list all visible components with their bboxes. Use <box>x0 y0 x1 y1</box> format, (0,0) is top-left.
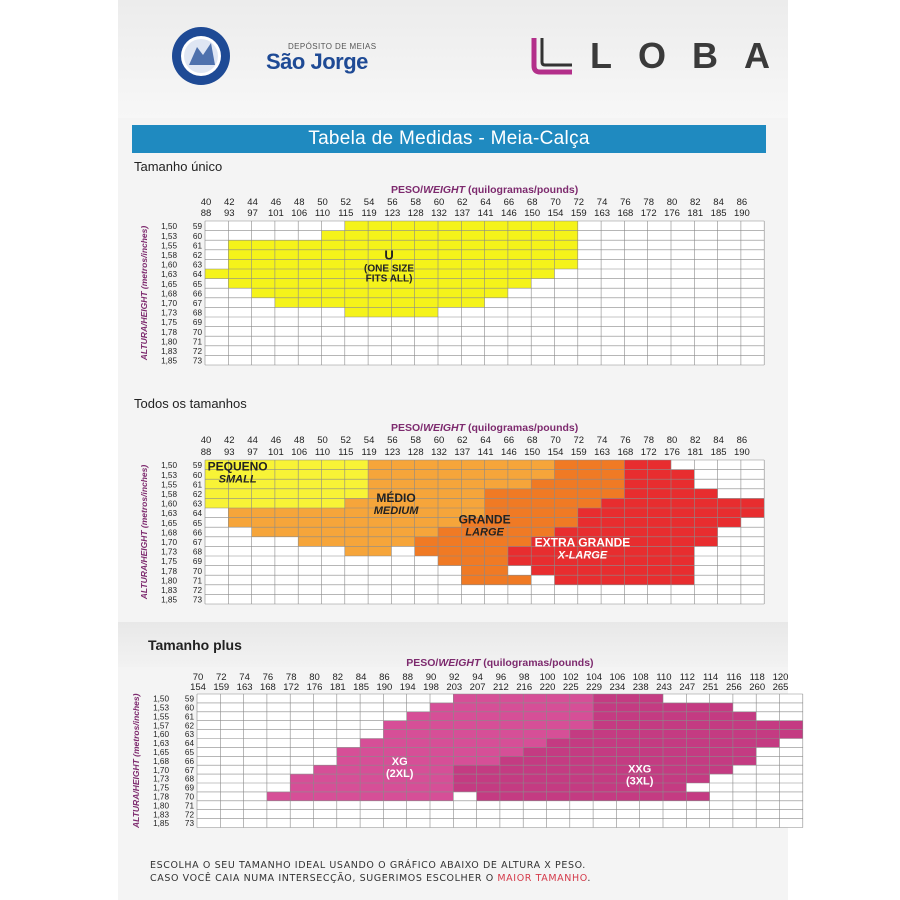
region-sublabel-u: (ONE SIZE <box>364 263 415 275</box>
kg-tick-label: 72 <box>216 672 227 683</box>
x-axis-title-weight: WEIGHT <box>423 422 466 434</box>
lb-tick-label: 106 <box>291 447 308 458</box>
height-m-tick-label: 1,70 <box>153 765 169 775</box>
height-in-tick-label: 65 <box>192 518 202 528</box>
x-axis-title-suffix: (quilogramas/pounds) <box>480 657 594 669</box>
kg-tick-label: 40 <box>200 197 212 208</box>
kg-tick-label: 104 <box>586 672 603 683</box>
height-in-tick-label: 64 <box>192 270 202 280</box>
height-m-tick-label: 1,83 <box>161 585 177 595</box>
lb-tick-label: 190 <box>733 208 750 219</box>
lb-tick-label: 110 <box>314 208 331 219</box>
height-m-tick-label: 1,83 <box>161 346 177 356</box>
lb-tick-label: 146 <box>500 447 517 458</box>
size-region-xxg-row <box>593 721 803 730</box>
height-m-tick-label: 1,85 <box>161 356 177 366</box>
lb-tick-label: 128 <box>407 447 424 458</box>
lb-tick-label: 172 <box>640 208 657 219</box>
height-in-tick-label: 69 <box>192 318 202 328</box>
lb-tick-label: 110 <box>314 447 331 458</box>
lb-tick-label: 176 <box>664 447 680 458</box>
height-m-tick-label: 1,55 <box>161 480 177 490</box>
kg-tick-label: 94 <box>472 672 483 683</box>
lb-tick-label: 168 <box>259 682 276 693</box>
kg-tick-label: 52 <box>340 197 352 208</box>
kg-tick-label: 120 <box>772 672 789 683</box>
kg-tick-label: 82 <box>690 197 701 208</box>
kg-tick-label: 110 <box>656 672 672 683</box>
kg-tick-label: 86 <box>736 435 748 446</box>
region-label-xg: XG <box>391 756 408 769</box>
brand-tagline: DEPÓSITO DE MEIAS <box>288 42 377 51</box>
lb-tick-label: 137 <box>454 447 471 458</box>
lb-tick-label: 265 <box>772 682 789 693</box>
kg-tick-label: 78 <box>643 197 654 208</box>
lb-tick-label: 163 <box>594 208 611 219</box>
kg-tick-label: 80 <box>309 672 320 683</box>
region-label-pequeno: PEQUENO <box>207 459 268 474</box>
lb-tick-label: 212 <box>492 682 509 693</box>
kg-tick-label: 106 <box>609 672 626 683</box>
x-axis-title-weight: WEIGHT <box>423 184 466 196</box>
lb-tick-label: 154 <box>547 447 564 458</box>
kg-tick-label: 102 <box>562 672 579 683</box>
kg-tick-label: 80 <box>666 197 678 208</box>
height-m-tick-label: 1,60 <box>161 260 177 270</box>
height-in-tick-label: 68 <box>184 774 194 784</box>
lb-tick-label: 154 <box>547 208 564 219</box>
height-in-tick-label: 61 <box>192 480 202 490</box>
lb-tick-label: 141 <box>477 208 494 219</box>
kg-tick-label: 100 <box>539 672 556 683</box>
kg-tick-label: 82 <box>332 672 344 683</box>
kg-tick-label: 74 <box>596 435 608 446</box>
height-in-tick-label: 65 <box>192 279 202 289</box>
height-in-tick-label: 65 <box>184 747 194 757</box>
kg-tick-label: 96 <box>495 672 507 683</box>
height-m-tick-label: 1,50 <box>161 461 177 471</box>
height-m-tick-label: 1,63 <box>161 509 177 519</box>
size-region-xxg-row <box>453 774 709 783</box>
footnote-line-2-text: CASO VOCÊ CAIA NUMA INTERSECÇÃO, SUGERIMOS ESCOLHER O <box>150 873 498 884</box>
x-axis-title-suffix: (quilogramas/pounds) <box>465 184 579 196</box>
lb-tick-label: 88 <box>200 208 212 219</box>
height-in-tick-label: 61 <box>184 712 194 722</box>
footnote-line-2 <box>150 873 591 884</box>
kg-tick-label: 56 <box>387 435 398 446</box>
lb-tick-label: 137 <box>454 208 471 219</box>
height-m-tick-label: 1,78 <box>153 792 169 802</box>
kg-tick-label: 76 <box>620 197 631 208</box>
lb-tick-label: 101 <box>267 208 284 219</box>
y-axis-title: ALTURA/HEIGHT (metros/inches) <box>139 225 149 361</box>
lb-tick-label: 229 <box>586 682 603 693</box>
region-sublabel2-u: FITS ALL) <box>365 273 413 285</box>
kg-tick-label: 44 <box>247 197 258 208</box>
kg-tick-label: 70 <box>550 197 561 208</box>
kg-tick-label: 54 <box>363 197 375 208</box>
kg-tick-label: 116 <box>726 672 742 683</box>
height-in-tick-label: 72 <box>184 810 194 820</box>
lb-tick-label: 190 <box>376 682 393 693</box>
height-m-tick-label: 1,68 <box>161 528 177 538</box>
lb-tick-label: 220 <box>539 682 556 693</box>
region-sublabel-pequeno: SMALL <box>218 473 257 486</box>
kg-tick-label: 90 <box>425 672 437 683</box>
height-in-tick-label: 72 <box>192 585 202 595</box>
height-in-tick-label: 68 <box>192 547 202 557</box>
height-m-tick-label: 1,75 <box>161 557 177 567</box>
kg-tick-label: 68 <box>526 435 538 446</box>
kg-tick-label: 84 <box>355 672 367 683</box>
height-in-tick-label: 60 <box>192 470 202 480</box>
size-region-xg-row <box>337 756 500 765</box>
lb-tick-label: 168 <box>617 447 634 458</box>
kg-tick-label: 66 <box>503 435 515 446</box>
lb-tick-label: 185 <box>710 208 727 219</box>
kg-tick-label: 42 <box>224 435 235 446</box>
kg-tick-label: 72 <box>573 435 585 446</box>
height-m-tick-label: 1,55 <box>153 712 169 722</box>
lb-tick-label: 150 <box>524 447 541 458</box>
kg-tick-label: 86 <box>736 197 748 208</box>
kg-tick-label: 64 <box>480 197 491 208</box>
height-in-tick-label: 69 <box>184 783 194 793</box>
kg-tick-label: 40 <box>200 435 212 446</box>
kg-tick-label: 46 <box>270 435 282 446</box>
height-m-tick-label: 1,80 <box>161 576 177 586</box>
lb-tick-label: 101 <box>267 447 284 458</box>
height-in-tick-label: 73 <box>184 819 194 829</box>
lb-tick-label: 181 <box>687 447 704 458</box>
y-axis-title: ALTURA/HEIGHT (metros/inches) <box>131 693 141 828</box>
section-title-todos: Todos os tamanhos <box>134 396 247 411</box>
height-m-tick-label: 1,73 <box>161 547 177 557</box>
size-region-xxg-row <box>593 712 756 721</box>
lb-tick-label: 93 <box>224 208 235 219</box>
height-in-tick-label: 59 <box>192 222 202 232</box>
height-m-tick-label: 1,63 <box>161 270 177 280</box>
lb-tick-label: 123 <box>384 447 401 458</box>
size-region-xg-row <box>290 774 453 783</box>
region-label-xl: EXTRA GRANDE <box>534 535 631 550</box>
kg-tick-label: 118 <box>749 672 765 683</box>
kg-tick-label: 50 <box>317 197 328 208</box>
lb-tick-label: 243 <box>656 682 672 693</box>
height-m-tick-label: 1,50 <box>161 222 177 232</box>
kg-tick-label: 82 <box>690 435 701 446</box>
region-sublabel-grande: LARGE <box>465 526 504 539</box>
lb-tick-label: 181 <box>687 208 704 219</box>
lb-tick-label: 119 <box>361 208 377 219</box>
lb-tick-label: 185 <box>710 447 727 458</box>
kg-tick-label: 108 <box>632 672 649 683</box>
kg-tick-label: 78 <box>643 435 654 446</box>
lb-tick-label: 154 <box>190 682 206 693</box>
region-sublabel-xg: (2XL) <box>385 768 414 781</box>
lb-tick-label: 159 <box>213 682 230 693</box>
kg-tick-label: 76 <box>262 672 274 683</box>
kg-tick-label: 60 <box>433 197 445 208</box>
x-axis-title <box>406 657 593 669</box>
kg-tick-label: 74 <box>596 197 608 208</box>
lb-tick-label: 159 <box>570 208 587 219</box>
height-m-tick-label: 1,60 <box>153 730 169 740</box>
kg-tick-label: 62 <box>457 435 468 446</box>
height-in-tick-label: 70 <box>192 327 202 337</box>
height-m-tick-label: 1,70 <box>161 537 177 547</box>
kg-tick-label: 72 <box>573 197 585 208</box>
kg-tick-label: 64 <box>480 435 491 446</box>
kg-tick-label: 80 <box>666 435 678 446</box>
height-in-tick-label: 60 <box>184 703 194 713</box>
kg-tick-label: 114 <box>703 672 719 683</box>
region-label-grande: GRANDE <box>458 512 511 527</box>
kg-tick-label: 84 <box>713 197 724 208</box>
height-m-tick-label: 1,65 <box>161 279 177 289</box>
lb-tick-label: 198 <box>423 682 439 693</box>
lb-tick-label: 168 <box>617 208 634 219</box>
lb-tick-label: 115 <box>338 447 354 458</box>
height-in-tick-label: 70 <box>192 566 202 576</box>
kg-tick-label: 58 <box>410 197 421 208</box>
height-in-tick-label: 69 <box>192 557 202 567</box>
height-m-tick-label: 1,57 <box>153 721 169 731</box>
kg-tick-label: 56 <box>387 197 398 208</box>
x-axis-title-weight: WEIGHT <box>438 657 481 669</box>
size-region-xg-row <box>290 783 453 792</box>
height-m-tick-label: 1,53 <box>161 231 177 241</box>
height-in-tick-label: 64 <box>192 509 202 519</box>
height-m-tick-label: 1,80 <box>153 801 169 811</box>
lb-tick-label: 190 <box>733 447 750 458</box>
height-m-tick-label: 1,68 <box>153 756 169 766</box>
region-label-xxg: XXG <box>628 763 652 776</box>
region-sublabel-medio: MEDIUM <box>373 505 419 518</box>
loba-wordmark: LOBA <box>590 35 796 76</box>
lb-tick-label: 225 <box>562 682 579 693</box>
height-m-tick-label: 1,58 <box>161 250 177 260</box>
height-in-tick-label: 63 <box>192 499 202 509</box>
lb-tick-label: 194 <box>399 682 416 693</box>
height-in-tick-label: 73 <box>192 595 202 605</box>
height-in-tick-label: 66 <box>192 289 202 299</box>
x-axis-title-prefix: PESO/ <box>406 657 439 669</box>
kg-tick-label: 70 <box>192 672 204 683</box>
kg-tick-label: 76 <box>620 435 631 446</box>
lb-tick-label: 176 <box>664 208 680 219</box>
lb-tick-label: 207 <box>469 682 486 693</box>
height-in-tick-label: 71 <box>184 801 194 811</box>
height-m-tick-label: 1,63 <box>153 739 169 749</box>
footnote-highlight: MAIOR TAMANHO <box>497 873 588 884</box>
height-in-tick-label: 67 <box>184 765 194 775</box>
region-label-medio: MÉDIO <box>376 491 416 506</box>
height-m-tick-label: 1,85 <box>153 819 169 829</box>
lb-tick-label: 88 <box>200 447 212 458</box>
lb-tick-label: 119 <box>361 447 377 458</box>
height-in-tick-label: 71 <box>192 576 202 586</box>
height-m-tick-label: 1,83 <box>153 810 169 820</box>
kg-tick-label: 66 <box>503 197 515 208</box>
height-in-tick-label: 60 <box>192 231 202 241</box>
lb-tick-label: 163 <box>236 682 253 693</box>
x-axis-title-prefix: PESO/ <box>390 184 424 196</box>
height-m-tick-label: 1,70 <box>161 298 177 308</box>
kg-tick-label: 54 <box>363 435 375 446</box>
kg-tick-label: 86 <box>379 672 390 683</box>
height-m-tick-label: 1,80 <box>161 337 177 347</box>
height-m-tick-label: 1,58 <box>161 489 177 499</box>
height-m-tick-label: 1,73 <box>153 774 169 784</box>
height-m-tick-label: 1,65 <box>153 747 169 757</box>
lb-tick-label: 238 <box>632 682 649 693</box>
kg-tick-label: 112 <box>679 672 695 683</box>
lb-tick-label: 132 <box>431 208 447 219</box>
height-m-tick-label: 1,78 <box>161 566 177 576</box>
height-in-tick-label: 59 <box>184 694 194 704</box>
height-m-tick-label: 1,78 <box>161 327 177 337</box>
lb-tick-label: 141 <box>477 447 494 458</box>
kg-tick-label: 60 <box>433 435 445 446</box>
lb-tick-label: 247 <box>679 682 696 693</box>
height-m-tick-label: 1,68 <box>161 289 177 299</box>
height-in-tick-label: 66 <box>184 756 194 766</box>
height-m-tick-label: 1,53 <box>153 703 169 713</box>
height-in-tick-label: 68 <box>192 308 202 318</box>
lb-tick-label: 97 <box>247 447 258 458</box>
section-title-plus: Tamanho plus <box>148 637 242 653</box>
kg-tick-label: 58 <box>410 435 421 446</box>
kg-tick-label: 62 <box>457 197 468 208</box>
lb-tick-label: 132 <box>431 447 447 458</box>
height-in-tick-label: 61 <box>192 241 202 251</box>
section-title-unico: Tamanho único <box>134 159 223 174</box>
kg-tick-label: 78 <box>285 672 297 683</box>
height-in-tick-label: 67 <box>192 298 202 308</box>
height-m-tick-label: 1,60 <box>161 499 177 509</box>
height-in-tick-label: 67 <box>192 537 202 547</box>
footnote-line-1: ESCOLHA O SEU TAMANHO IDEAL USANDO O GRÁFICO ABAIXO DE ALTURA X PESO. <box>150 860 586 871</box>
height-in-tick-label: 72 <box>192 346 202 356</box>
kg-tick-label: 48 <box>293 435 305 446</box>
height-m-tick-label: 1,55 <box>161 241 177 251</box>
lb-tick-label: 176 <box>306 682 323 693</box>
size-region-xg-row <box>383 721 593 730</box>
region-sublabel-xl: X-LARGE <box>557 549 608 562</box>
height-in-tick-label: 62 <box>184 721 194 731</box>
kg-tick-label: 46 <box>270 197 282 208</box>
kg-tick-label: 84 <box>713 435 724 446</box>
lb-tick-label: 260 <box>749 682 766 693</box>
height-m-tick-label: 1,53 <box>161 470 177 480</box>
lb-tick-label: 172 <box>283 682 300 693</box>
kg-tick-label: 50 <box>317 435 328 446</box>
lb-tick-label: 181 <box>329 682 346 693</box>
kg-tick-label: 52 <box>340 435 352 446</box>
footnote-line-2-end: . <box>587 873 592 884</box>
kg-tick-label: 48 <box>293 197 305 208</box>
lb-tick-label: 123 <box>384 208 401 219</box>
lb-tick-label: 106 <box>291 208 308 219</box>
height-m-tick-label: 1,50 <box>153 694 169 704</box>
lb-tick-label: 203 <box>446 682 463 693</box>
height-in-tick-label: 62 <box>192 250 202 260</box>
height-in-tick-label: 62 <box>192 489 202 499</box>
region-sublabel-xxg: (3XL) <box>625 775 654 788</box>
brand-name: São Jorge <box>266 49 368 74</box>
kg-tick-label: 68 <box>526 197 538 208</box>
height-m-tick-label: 1,65 <box>161 518 177 528</box>
height-in-tick-label: 71 <box>192 337 202 347</box>
x-axis-title-prefix: PESO/ <box>390 422 424 434</box>
kg-tick-label: 70 <box>550 435 561 446</box>
lb-tick-label: 159 <box>570 447 587 458</box>
y-axis-title: ALTURA/HEIGHT (metros/inches) <box>139 464 149 600</box>
x-axis-title-suffix: (quilogramas/pounds) <box>465 422 579 434</box>
height-m-tick-label: 1,85 <box>161 595 177 605</box>
kg-tick-label: 42 <box>224 197 235 208</box>
height-m-tick-label: 1,73 <box>161 308 177 318</box>
lb-tick-label: 128 <box>407 208 424 219</box>
height-in-tick-label: 59 <box>192 461 202 471</box>
kg-tick-label: 88 <box>402 672 413 683</box>
lb-tick-label: 163 <box>594 447 611 458</box>
lb-tick-label: 146 <box>500 208 517 219</box>
lb-tick-label: 251 <box>702 682 719 693</box>
height-m-tick-label: 1,75 <box>161 318 177 328</box>
lb-tick-label: 216 <box>516 682 533 693</box>
lb-tick-label: 234 <box>609 682 626 693</box>
lb-tick-label: 93 <box>224 447 235 458</box>
height-in-tick-label: 63 <box>184 730 194 740</box>
page-title: Tabela de Medidas - Meia-Calça <box>132 125 766 153</box>
height-in-tick-label: 64 <box>184 739 194 749</box>
size-region-xxg-row <box>593 694 663 703</box>
lb-tick-label: 172 <box>640 447 657 458</box>
lb-tick-label: 115 <box>338 208 354 219</box>
kg-tick-label: 74 <box>239 672 250 683</box>
kg-tick-label: 44 <box>247 435 258 446</box>
height-in-tick-label: 73 <box>192 356 202 366</box>
height-m-tick-label: 1,75 <box>153 783 169 793</box>
size-region-xg-row <box>430 703 593 712</box>
lb-tick-label: 150 <box>524 208 541 219</box>
kg-tick-label: 92 <box>449 672 460 683</box>
lb-tick-label: 97 <box>247 208 258 219</box>
height-in-tick-label: 70 <box>184 792 194 802</box>
height-in-tick-label: 66 <box>192 528 202 538</box>
lb-tick-label: 185 <box>353 682 370 693</box>
region-label-u: U <box>384 247 394 263</box>
kg-tick-label: 98 <box>518 672 530 683</box>
lb-tick-label: 256 <box>725 682 742 693</box>
height-in-tick-label: 63 <box>192 260 202 270</box>
